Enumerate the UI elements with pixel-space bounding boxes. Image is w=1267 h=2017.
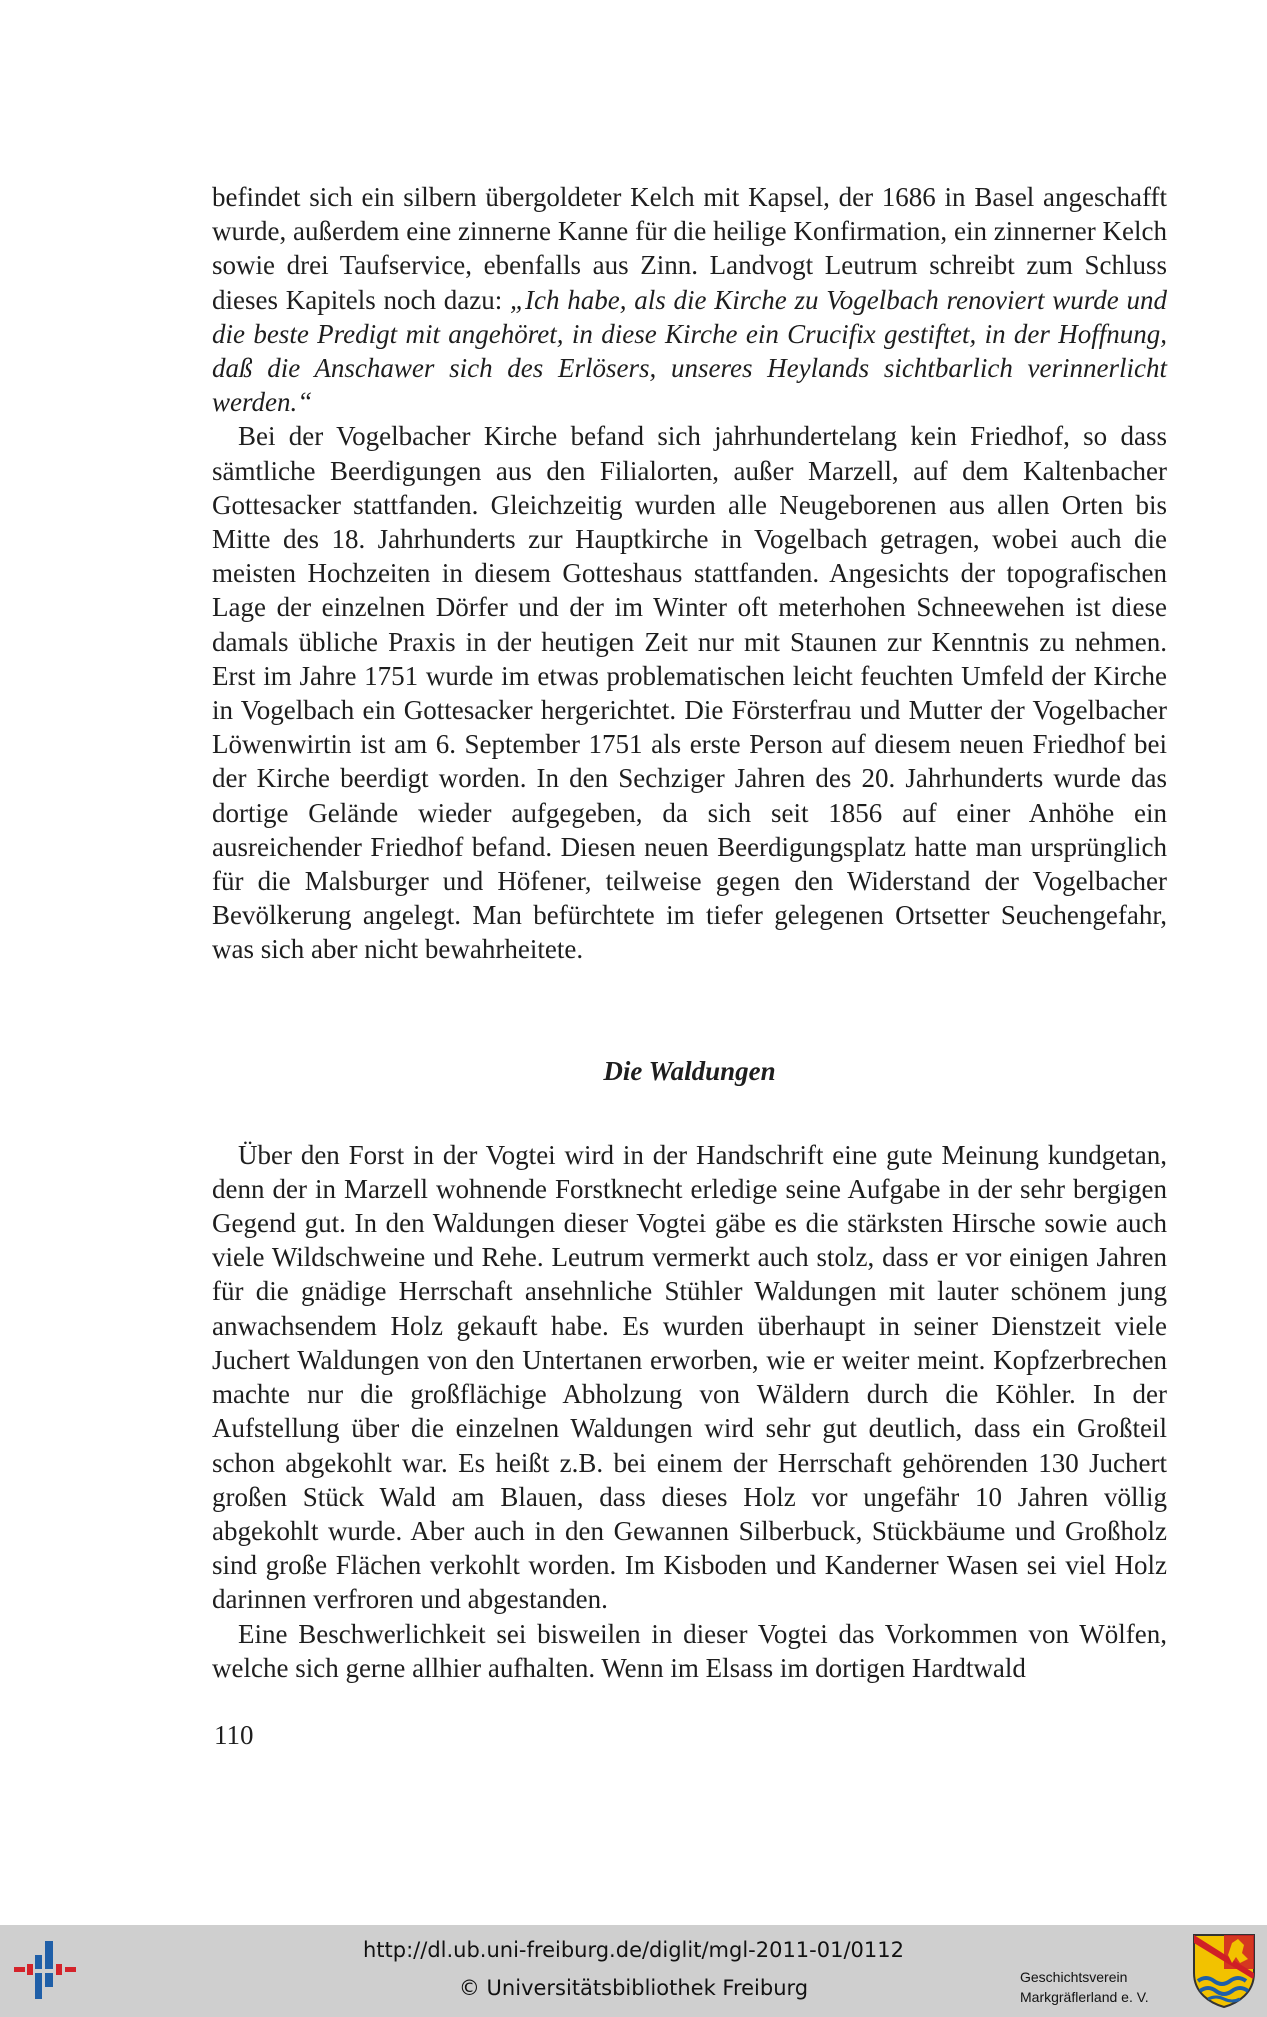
paragraph-1-quote: „Ich habe, als die Kirche zu Vogelbach renoviert wurde und die beste Predigt mit angehöret, in diese Kirche ein Crucifix gestiftet, in der Hoffnung, daß die Anschawer sich des Erlösers, unseres Heylands sichtbarlich verinnerlicht werden.“ [212, 284, 1167, 418]
page-body [212, 180, 1167, 1685]
footer-bar [0, 1925, 1267, 2017]
paragraph-4: Eine Beschwerlichkeit sei bisweilen in dieser Vogtei das Vorkommen von Wölfen, welche sich gerne allhier aufhalten. Wenn im Elsass im dortigen Hardtwald [212, 1618, 1167, 1683]
paragraph-1-text: befindet sich ein silbern übergoldeter Kelch mit Kapsel, der 1686 in Basel angeschafft wurde, außerdem eine zinnerne Kanne für die heilige Konfirmation, ein zinnerner Kelch sowie drei Taufservice, ebenfalls aus Zinn. Landvogt Leutrum schreibt zum Schluss dieses Kapitels noch dazu: [212, 182, 1167, 315]
coat-of-arms-icon [1192, 1933, 1256, 2009]
society-name-line1: Geschichtsverein [1020, 1969, 1128, 1985]
page-number: 110 [214, 1720, 254, 1750]
section-heading: Die Waldungen [603, 1055, 776, 1086]
footer-url-link[interactable]: http://dl.ub.uni-freiburg.de/diglit/mgl-2011-01/0112 [362, 1938, 904, 1962]
society-name-line2: Markgräflerland e. V. [1020, 1989, 1149, 2005]
paragraph-2: Bei der Vogelbacher Kirche befand sich jahrhundertelang kein Friedhof, so dass sämtliche Beerdigungen aus den Filialorten, außer Marzell, auf dem Kaltenbacher Gottesacker stattfanden. Gleichzeitig wurden alle Neugeborenen aus allen Orten bis Mitte des 18. Jahrhunderts zur Hauptkirche in Vogelbach getragen, wobei auch die meisten Hochzeiten in diesem Gotteshaus stattfanden. Angesichts der topografischen Lage der einzelnen Dörfer und der im Winter oft meterhohen Schneewehen ist diese damals übliche Praxis in der heutigen Zeit nur mit Staunen zur Kenntnis zu nehmen. Erst im Jahre 1751 wurde im etwas problematischen leicht feuchten Umfeld der Kirche in Vogelbach ein Gottesacker hergerichtet. Die Försterfrau und Mutter der Vogelbacher Löwenwirtin ist am 6. September 1751 als erste Person auf diesem neuen Friedhof bei der Kirche beerdigt worden. In den Sechziger Jahren des 20. Jahrhunderts wurde das dortige Gelände wieder aufgegeben, da sich seit 1856 auf einer Anhöhe ein ausreichender Friedhof befand. Diesen neuen Beerdigungsplatz hatte man ursprünglich für die Malsburger und Höfener, teilweise gegen den Widerstand der Vogelbacher Bevölkerung angelegt. Man befürchtete im tiefer gelegenen Ortsetter Seuchengefahr, was sich aber nicht bewahrheitete. [212, 421, 1167, 965]
paragraph-1 [212, 180, 1167, 419]
society-name [1020, 1967, 1170, 2007]
footer-copyright: © Universitätsbibliothek Freiburg [458, 1976, 809, 2000]
paragraph-3: Über den Forst in der Vogtei wird in der Handschrift eine gute Meinung kundgetan, denn der in Marzell wohnende Forstknecht erledige seine Aufgabe in der sehr bergigen Gegend gut. In den Waldungen dieser Vogtei gäbe es die stärksten Hirsche sowie auch viele Wildschweine und Rehe. Leutrum vermerkt auch stolz, dass er vor einigen Jahren für die gnädige Herrschaft ansehnliche Stühler Waldungen mit lauter schönem jung anwachsendem Holz gekauft habe. Es wurden überhaupt in seiner Dienstzeit viele Juchert Waldungen von den Untertanen erworben, wie er weiter meint. Kopfzerbrechen machte nur die großflächige Abholzung von Wäldern durch die Köhler. In der Aufstellung über die einzelnen Waldungen wird sehr gut deutlich, dass ein Großteil schon abgekohlt war. Es heißt z.B. bei einem der Herrschaft gehörenden 130 Juchert großen Stück Wald am Blauen, dass dieses Holz vor ungefähr 10 Jahren völlig abgekohlt wurde. Aber auch in den Gewannen Silberbuck, Stückbäume und Großholz sind große Flächen verkohlt worden. Im Kisboden und Kanderner Wasen sei viel Holz darinnen verfroren und abgestanden. [212, 1139, 1167, 1615]
